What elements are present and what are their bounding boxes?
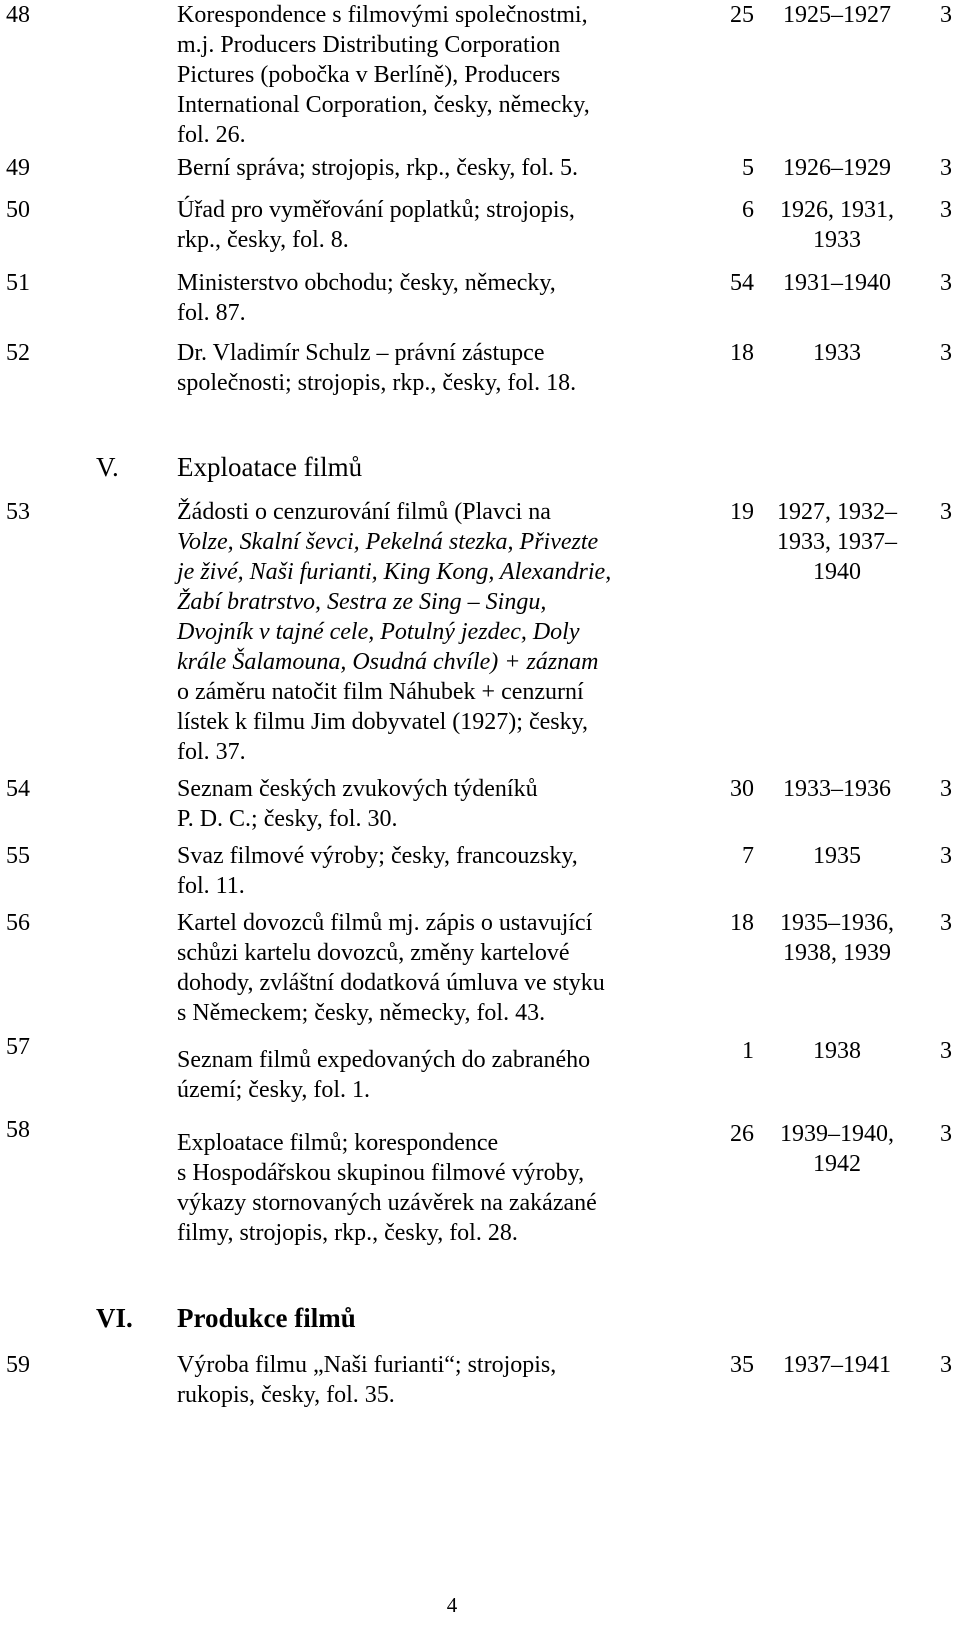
date-line: 1939–1940, (780, 1121, 894, 1147)
desc-line: filmy, strojopis, rkp., česky, fol. 28. (177, 1220, 518, 1246)
folio-count: 26 (730, 1121, 754, 1147)
item-number: 57 (6, 1034, 30, 1060)
date-range (752, 195, 922, 255)
date-line: 1933–1936 (783, 776, 891, 802)
desc-line: Žabí bratrstvo, Sestra ze Sing – Singu, (177, 589, 547, 615)
desc-line: Výroba filmu „Naši furianti“; strojopis, (177, 1352, 557, 1378)
desc-line: fol. 87. (177, 300, 246, 326)
desc-line: International Corporation, česky, německy, (177, 92, 590, 118)
date-range (752, 841, 922, 871)
date-line: 1938, 1939 (783, 940, 891, 966)
date-line: 1937–1941 (783, 1352, 891, 1378)
item-description (177, 1350, 667, 1410)
desc-line: fol. 37. (177, 739, 246, 765)
item-description (177, 268, 667, 328)
box-number: 3 (940, 843, 952, 869)
page-number: 4 (446, 1593, 458, 1617)
desc-line: Svaz filmové výroby; česky, francouzsky, (177, 843, 578, 869)
desc-line: Dvojník v tajné cele, Potulný jezdec, Doly (177, 619, 580, 645)
box-number: 3 (940, 197, 952, 223)
item-number: 48 (6, 2, 30, 28)
desc-line: krále Šalamouna, Osudná chvíle) + záznam (177, 649, 599, 675)
item-description (177, 1045, 667, 1105)
date-range (752, 1350, 922, 1380)
desc-line: Seznam českých zvukových týdeníků (177, 776, 538, 802)
folio-count: 1 (742, 1038, 754, 1064)
box-number: 3 (940, 2, 952, 28)
desc-line: s Německem; česky, německy, fol. 43. (177, 1000, 546, 1026)
item-number: 54 (6, 776, 30, 802)
desc-line: fol. 26. (177, 122, 246, 148)
date-range (752, 497, 922, 587)
desc-line: Exploatace filmů; korespondence (177, 1130, 499, 1156)
item-description (177, 841, 667, 901)
desc-line: Úřad pro vyměřování poplatků; strojopis, (177, 197, 575, 223)
folio-count: 30 (730, 776, 754, 802)
folio-count: 19 (730, 499, 754, 525)
desc-line: Pictures (pobočka v Berlíně), Producers (177, 62, 561, 88)
item-number: 52 (6, 340, 30, 366)
desc-line: o záměru natočit film Náhubek + cenzurní (177, 679, 584, 705)
item-number: 58 (6, 1117, 30, 1143)
desc-line: Volze, Skalní ševci, Pekelná stezka, Přivezte (177, 529, 599, 555)
box-number: 3 (940, 776, 952, 802)
box-number: 3 (940, 340, 952, 366)
desc-line: Žádosti o cenzurování filmů (Plavci na (177, 499, 551, 525)
item-description (177, 0, 667, 150)
desc-line: schůzi kartelu dovozců, změny kartelové (177, 940, 570, 966)
date-line: 1935 (813, 843, 861, 869)
date-line: 1926–1929 (783, 155, 891, 181)
box-number: 3 (940, 499, 952, 525)
date-line: 1940 (813, 559, 861, 585)
item-number: 51 (6, 270, 30, 296)
item-description (177, 774, 667, 834)
desc-line: m.j. Producers Distributing Corporation (177, 32, 561, 58)
desc-line: území; česky, fol. 1. (177, 1077, 371, 1103)
desc-line: výkazy stornovaných uzávěrek na zakázané (177, 1190, 597, 1216)
date-line: 1942 (813, 1151, 861, 1177)
desc-line: fol. 11. (177, 873, 245, 899)
box-number: 3 (940, 155, 952, 181)
folio-count: 6 (742, 197, 754, 223)
folio-count: 54 (730, 270, 754, 296)
date-range (752, 1036, 922, 1066)
date-range (752, 153, 922, 183)
section-title: Exploatace filmů (177, 452, 363, 482)
date-line: 1938 (813, 1038, 861, 1064)
date-range (752, 0, 922, 30)
desc-line: Kartel dovozců filmů mj. zápis o ustavující (177, 910, 593, 936)
item-number: 56 (6, 910, 30, 936)
box-number: 3 (940, 270, 952, 296)
date-line: 1933, 1937– (777, 529, 897, 555)
date-range (752, 338, 922, 368)
desc-line: Seznam filmů expedovaných do zabraného (177, 1047, 591, 1073)
folio-count: 7 (742, 843, 754, 869)
date-line: 1935–1936, (780, 910, 894, 936)
folio-count: 25 (730, 2, 754, 28)
desc-line: P. D. C.; česky, fol. 30. (177, 806, 398, 832)
folio-count: 5 (742, 155, 754, 181)
item-number: 50 (6, 197, 30, 223)
date-line: 1933 (813, 227, 861, 253)
desc-line: Korespondence s filmovými společnostmi, (177, 2, 588, 28)
box-number: 3 (940, 910, 952, 936)
desc-line: rkp., česky, fol. 8. (177, 227, 349, 253)
desc-line: je živé, Naši furianti, King Kong, Alexandrie, (177, 559, 612, 585)
section-numeral: VI. (96, 1303, 133, 1333)
section-title: Produkce filmů (177, 1303, 356, 1333)
box-number: 3 (940, 1121, 952, 1147)
date-line: 1933 (813, 340, 861, 366)
desc-line: Berní správa; strojopis, rkp., česky, fol. 5. (177, 155, 579, 181)
date-line: 1925–1927 (783, 2, 891, 28)
item-description (177, 497, 667, 767)
folio-count: 18 (730, 340, 754, 366)
date-line: 1926, 1931, (780, 197, 894, 223)
desc-line: Ministerstvo obchodu; česky, německy, (177, 270, 556, 296)
date-range (752, 268, 922, 298)
box-number: 3 (940, 1038, 952, 1064)
date-range (752, 908, 922, 968)
desc-line: rukopis, česky, fol. 35. (177, 1382, 395, 1408)
folio-count: 18 (730, 910, 754, 936)
date-range (752, 1119, 922, 1179)
section-numeral: V. (96, 452, 119, 482)
item-description (177, 908, 667, 1028)
item-description (177, 338, 667, 398)
item-number: 53 (6, 499, 30, 525)
desc-line: lístek k filmu Jim dobyvatel (1927); česky, (177, 709, 589, 735)
box-number: 3 (940, 1352, 952, 1378)
desc-line: společnosti; strojopis, rkp., česky, fol. 18. (177, 370, 577, 396)
desc-line: dohody, zvláštní dodatková úmluva ve styku (177, 970, 605, 996)
item-number: 59 (6, 1352, 30, 1378)
folio-count: 35 (730, 1352, 754, 1378)
desc-line: s Hospodářskou skupinou filmové výroby, (177, 1160, 585, 1186)
date-range (752, 774, 922, 804)
date-line: 1927, 1932– (777, 499, 897, 525)
item-description (177, 1128, 667, 1248)
item-number: 55 (6, 843, 30, 869)
desc-line: Dr. Vladimír Schulz – právní zástupce (177, 340, 545, 366)
item-number: 49 (6, 155, 30, 181)
item-description (177, 195, 667, 255)
date-line: 1931–1940 (783, 270, 891, 296)
item-description (177, 153, 667, 183)
